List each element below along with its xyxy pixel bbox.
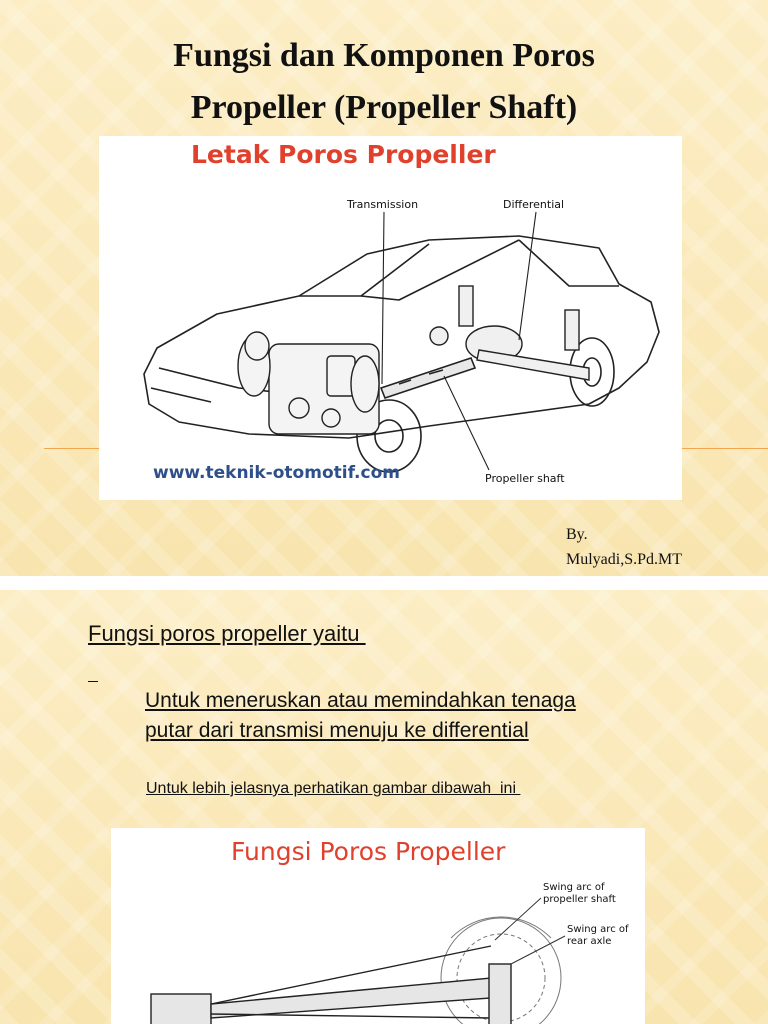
byline-prefix: By. bbox=[566, 526, 588, 543]
label-swing-axle-2: rear axle bbox=[567, 936, 612, 947]
description-line-2: putar dari transmisi menuju ke differential bbox=[145, 719, 529, 742]
accent-line-left bbox=[44, 448, 100, 449]
section-heading: Fungsi poros propeller yaitu bbox=[88, 621, 366, 646]
author-name: Mulyadi,S.Pd.MT bbox=[566, 551, 683, 568]
bullet-marker bbox=[88, 664, 98, 685]
figure-watermark: www.teknik-otomotif.com bbox=[153, 463, 400, 483]
figure2-heading: Fungsi Poros Propeller bbox=[231, 837, 506, 866]
label-propeller-shaft: Propeller shaft bbox=[485, 472, 565, 485]
function-description bbox=[145, 686, 705, 746]
propeller-function-figure bbox=[111, 828, 645, 1024]
label-swing-axle-1: Swing arc of bbox=[567, 924, 629, 935]
figure2-callout-lines bbox=[495, 898, 565, 964]
slide-title bbox=[100, 30, 668, 134]
title-line-1: Fungsi dan Komponen Poros bbox=[173, 37, 595, 74]
author-byline bbox=[566, 522, 682, 572]
label-differential: Differential bbox=[503, 198, 565, 211]
label-transmission: Transmission bbox=[347, 198, 419, 211]
accent-line-right bbox=[682, 448, 768, 449]
propeller-function-diagram bbox=[111, 828, 645, 1024]
engine bbox=[238, 332, 379, 434]
label-swing-shaft-2: propeller shaft bbox=[543, 894, 616, 905]
drive-shaft-assembly bbox=[151, 946, 511, 1024]
slide-2 bbox=[0, 590, 768, 1024]
see-image-note: Untuk lebih jelasnya perhatikan gambar dibawah ini bbox=[146, 780, 521, 797]
title-line-2: Propeller (Propeller Shaft) bbox=[190, 89, 578, 126]
car-diagram bbox=[99, 136, 682, 500]
car-body-outline bbox=[144, 236, 659, 472]
label-swing-shaft-1: Swing arc of bbox=[543, 882, 605, 893]
propeller-shaft bbox=[381, 358, 475, 398]
figure-heading: Letak Poros Propeller bbox=[191, 140, 496, 169]
description-line-1: Untuk meneruskan atau memindahkan tenaga bbox=[145, 689, 576, 712]
car-diagram-figure bbox=[99, 136, 682, 500]
